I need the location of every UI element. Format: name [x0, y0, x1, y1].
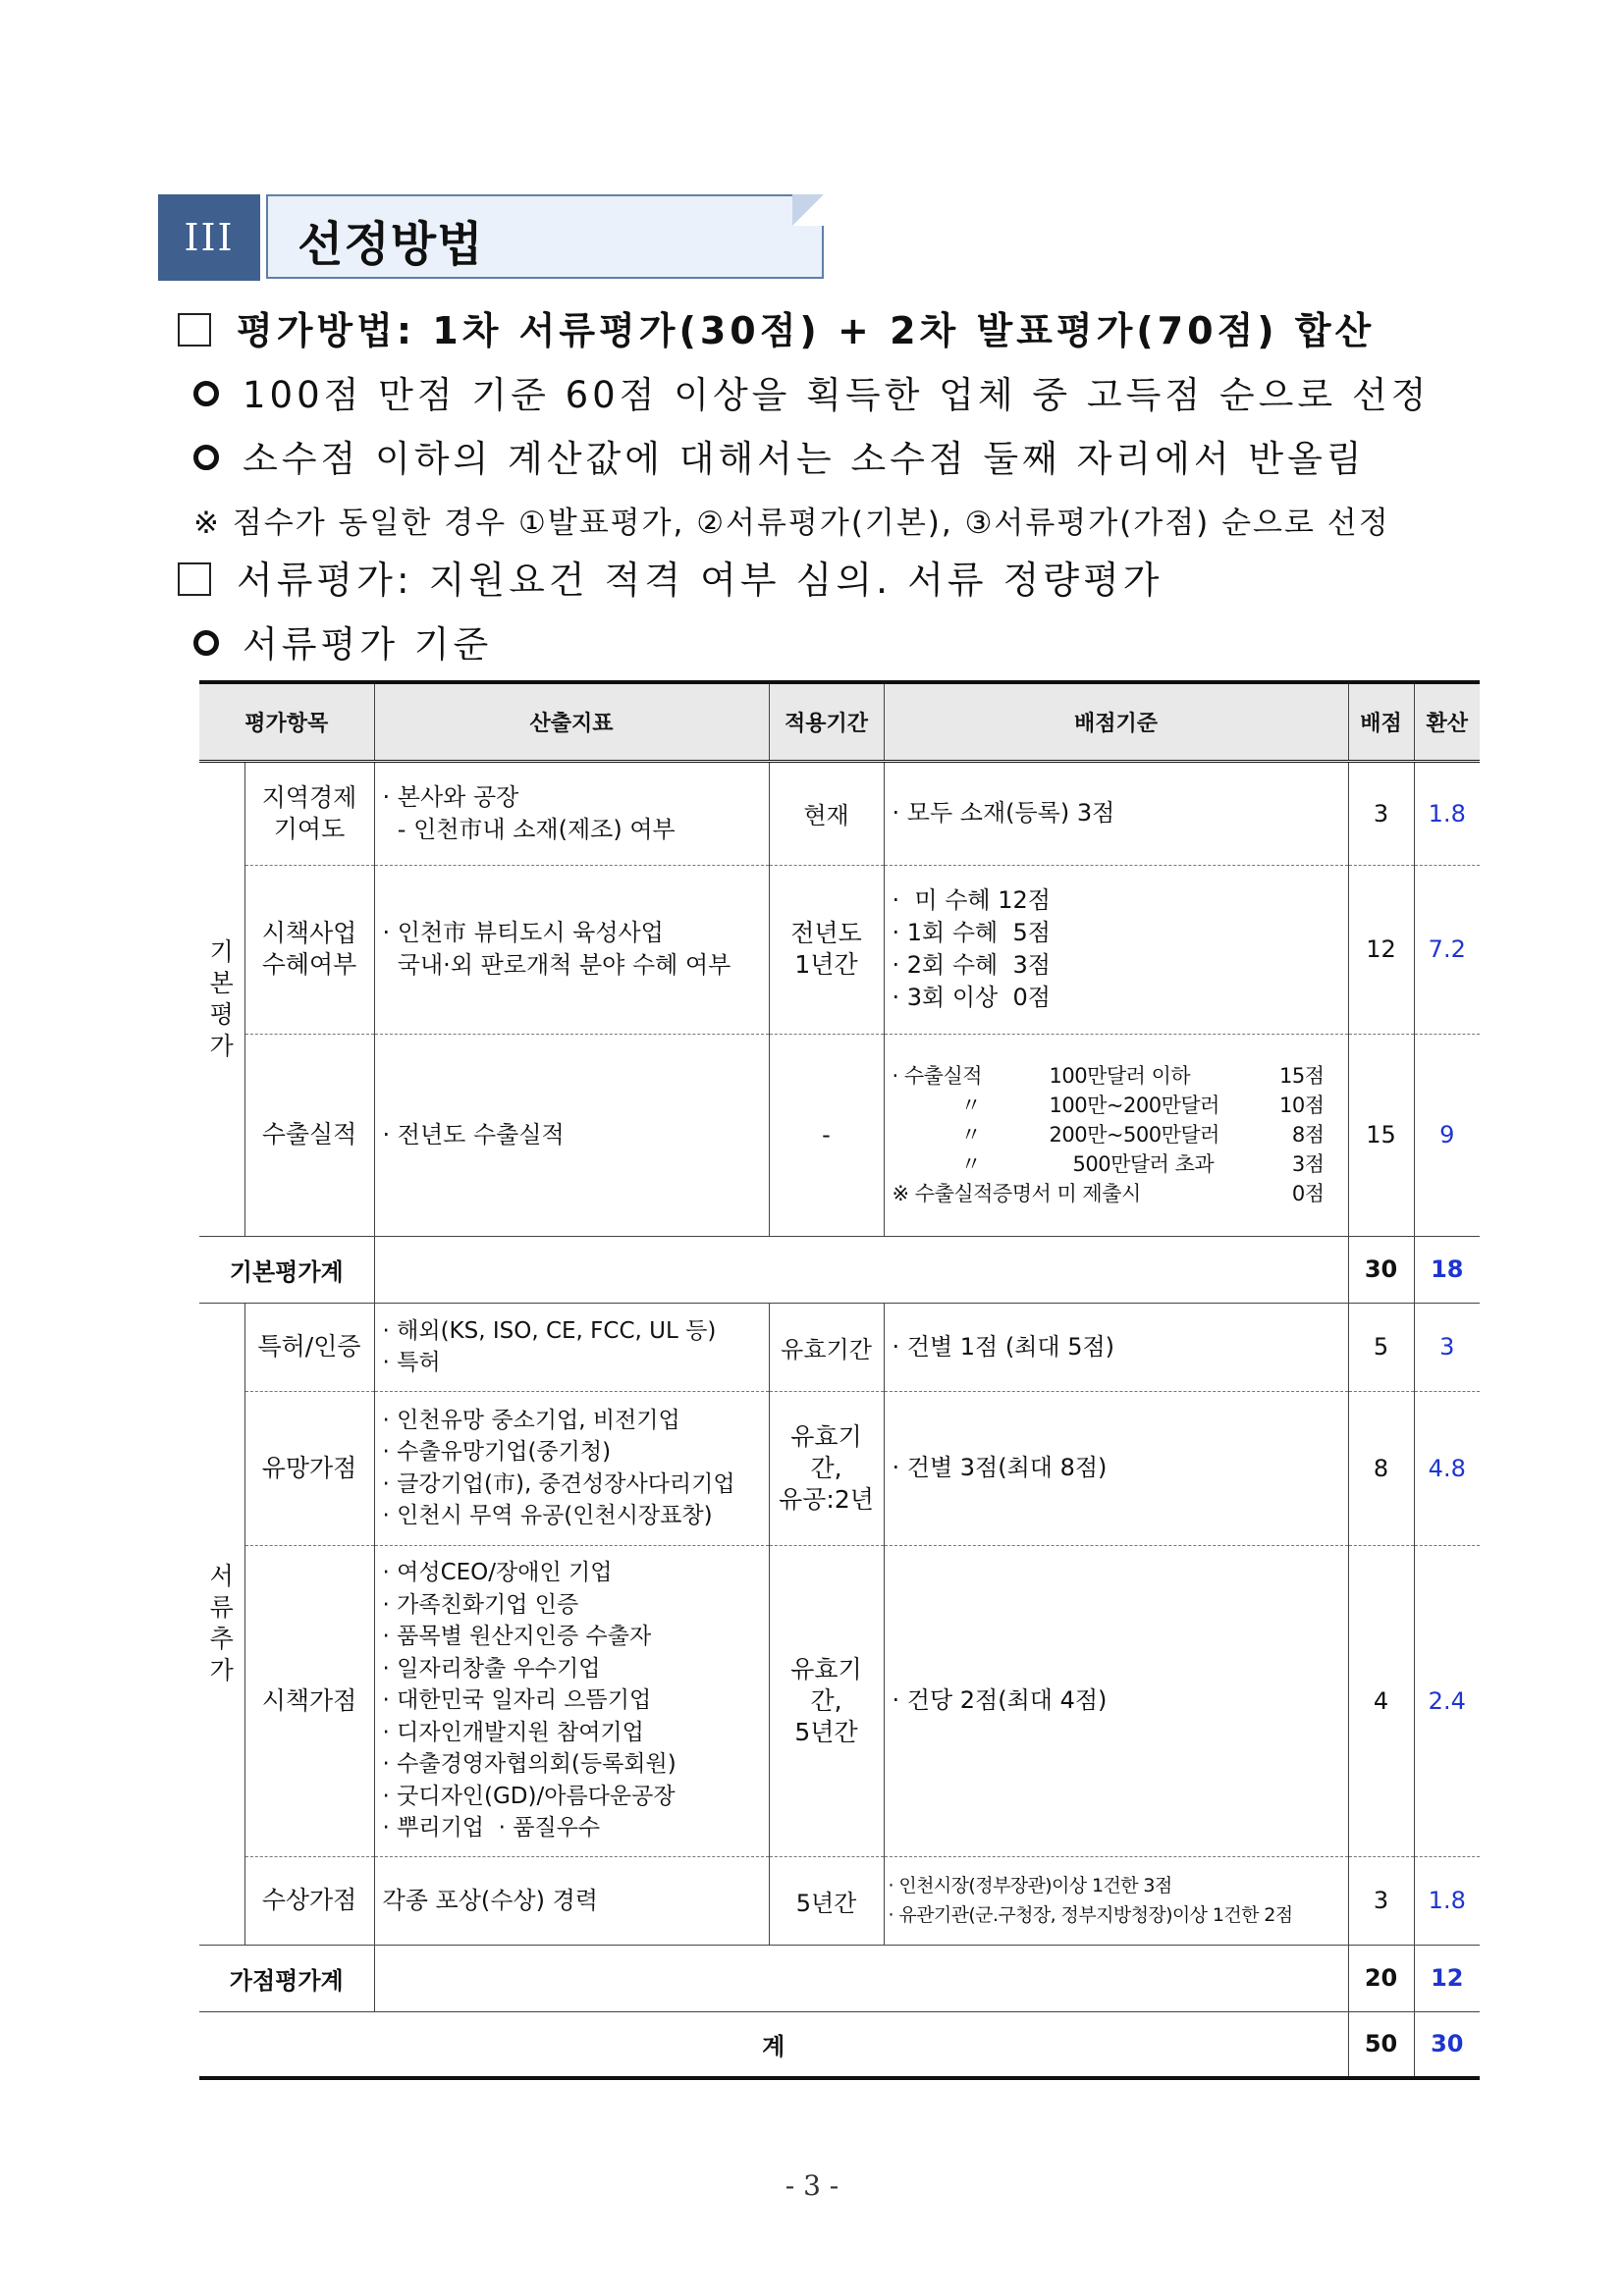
extra-sum-blank	[374, 1945, 1348, 2011]
indicator-line: · 여성CEO/장애인 기업	[382, 1560, 613, 1586]
export-points: 10점	[1279, 1094, 1325, 1117]
extra-sum-converted: 12	[1414, 1945, 1480, 2011]
doc-eval-line	[178, 550, 1164, 604]
indicator-line: · 본사와 공장	[382, 782, 519, 811]
row-indicator	[374, 1545, 769, 1856]
row-points: 4	[1348, 1545, 1414, 1856]
criteria-line: · 미 수혜 12점	[892, 886, 1051, 914]
header-period: 적용기간	[769, 682, 884, 761]
indicator-line: · 인천유망 중소기업, 비전기업	[382, 1407, 680, 1433]
header-criteria: 배점기준	[884, 682, 1348, 761]
export-line	[893, 1179, 1340, 1208]
total-converted: 30	[1414, 2011, 1480, 2078]
table-row	[199, 865, 1480, 1034]
basic-sum-row	[199, 1236, 1480, 1303]
extra-sum-points: 20	[1348, 1945, 1414, 2011]
row-criteria: · 건당 2점(최대 4점)	[884, 1545, 1348, 1856]
table-row	[199, 1856, 1480, 1945]
basic-sum-blank	[374, 1236, 1348, 1303]
row-indicator	[374, 761, 769, 865]
indicator-line: · 굿디자인(GD)/아름다운공장	[382, 1783, 676, 1809]
row-indicator: 각종 포상(수상) 경력	[374, 1856, 769, 1945]
export-range: 100만달러 이하	[1049, 1064, 1191, 1088]
export-note: ※ 수출실적증명서 미 제출시	[892, 1182, 1141, 1205]
row-item: 특허/인증	[244, 1303, 374, 1391]
export-points: 8점	[1291, 1123, 1325, 1147]
row-item: 시책사업 수혜여부	[244, 865, 374, 1034]
row-converted: 2.4	[1414, 1545, 1480, 1856]
section-number: III	[158, 194, 260, 281]
doc-criteria-text: 서류평가 기준	[243, 623, 493, 666]
row-period: 유효기간	[769, 1303, 884, 1391]
criteria-line: · 1회 수혜 5점	[892, 919, 1051, 946]
indicator-line: · 글강기업(市), 중견성장사다리기업	[382, 1470, 735, 1497]
table-row	[199, 1545, 1480, 1856]
row-criteria	[884, 1856, 1348, 1945]
row-points: 15	[1348, 1034, 1414, 1236]
indicator-line: - 인천市내 소재(제조) 여부	[382, 815, 676, 843]
circle-bullet-icon	[193, 445, 219, 470]
indicator-line: · 일자리창출 우수기업	[382, 1655, 601, 1682]
square-bullet-icon	[178, 313, 211, 347]
export-range: 200만~500만달러	[1049, 1123, 1219, 1147]
eval-method-text: 평가방법: 1차 서류평가(30점) + 2차 발표평가(70점) 합산	[237, 309, 1376, 352]
header-points: 배점	[1348, 682, 1414, 761]
export-range: 100만~200만달러	[1049, 1094, 1219, 1117]
total-points: 50	[1348, 2011, 1414, 2078]
indicator-line: · 가족친화기업 인증	[382, 1591, 579, 1618]
row-points: 3	[1348, 1856, 1414, 1945]
row-criteria: · 모두 소재(등록) 3점	[884, 761, 1348, 865]
bullet-line-2	[193, 429, 1366, 482]
row-item: 시책가점	[244, 1545, 374, 1856]
export-range: 500만달러 초과	[1072, 1152, 1215, 1176]
row-indicator	[374, 1303, 769, 1391]
row-period: 5년간	[769, 1856, 884, 1945]
group-label-basic: 기 본 평 가	[199, 761, 244, 1236]
row-converted: 1.8	[1414, 761, 1480, 865]
row-indicator	[374, 865, 769, 1034]
row-period: 유효기간, 유공:2년	[769, 1391, 884, 1545]
row-criteria: · 건별 3점(최대 8점)	[884, 1391, 1348, 1545]
indicator-line: · 대한민국 일자리 으뜸기업	[382, 1687, 652, 1714]
header-item: 평가항목	[199, 682, 374, 761]
row-indicator	[374, 1391, 769, 1545]
row-period: 전년도 1년간	[769, 865, 884, 1034]
group-label-extra: 서 류 추 가	[199, 1303, 244, 1945]
table-row	[199, 761, 1480, 865]
table-row	[199, 1303, 1480, 1391]
indicator-line: · 해외(KS, ISO, CE, FCC, UL 등)	[382, 1317, 717, 1344]
bullet-line-1	[193, 365, 1430, 418]
export-line	[893, 1149, 1340, 1179]
total-row	[199, 2011, 1480, 2078]
row-points: 3	[1348, 761, 1414, 865]
extra-sum-row	[199, 1945, 1480, 2011]
square-bullet-icon	[178, 562, 211, 596]
row-item: 유망가점	[244, 1391, 374, 1545]
indicator-line: · 수출경영자협의회(등록회원)	[382, 1751, 677, 1778]
section-title-box	[266, 194, 824, 279]
export-line	[893, 1091, 1340, 1120]
criteria-line: · 2회 수혜 3점	[892, 951, 1051, 979]
header-indicator: 산출지표	[374, 682, 769, 761]
basic-sum-label: 기본평가계	[199, 1236, 374, 1303]
basic-sum-converted: 18	[1414, 1236, 1480, 1303]
evaluation-table	[199, 680, 1480, 2080]
row-item: 수상가점	[244, 1856, 374, 1945]
total-label: 계	[199, 2011, 1348, 2078]
row-points: 12	[1348, 865, 1414, 1034]
row-converted: 7.2	[1414, 865, 1480, 1034]
export-label: · 수출실적	[892, 1064, 983, 1088]
row-points: 8	[1348, 1391, 1414, 1545]
export-line	[893, 1061, 1340, 1091]
indicator-line: · 인천市 뷰티도시 육성사업	[382, 919, 664, 946]
export-label: 〃	[960, 1094, 982, 1117]
eval-method-line	[178, 300, 1375, 354]
export-points: 3점	[1291, 1152, 1325, 1176]
row-item: 지역경제 기여도	[244, 761, 374, 865]
bullet-2-text: 소수점 이하의 계산값에 대해서는 소수점 둘째 자리에서 반올림	[243, 438, 1366, 480]
table-header-row	[199, 682, 1480, 761]
criteria-line: · 인천시장(정부장관)이상 1건한 3점	[888, 1875, 1172, 1896]
row-period: 현재	[769, 761, 884, 865]
row-points: 5	[1348, 1303, 1414, 1391]
table-row	[199, 1391, 1480, 1545]
row-period: -	[769, 1034, 884, 1236]
row-converted: 3	[1414, 1303, 1480, 1391]
doc-eval-text: 서류평가: 지원요건 적격 여부 심의. 서류 정량평가	[237, 559, 1164, 602]
page-fold-corner	[792, 194, 824, 226]
row-criteria	[884, 1034, 1348, 1236]
indicator-line: · 수출유망기업(중기청)	[382, 1439, 612, 1465]
row-converted: 1.8	[1414, 1856, 1480, 1945]
table-row	[199, 1034, 1480, 1236]
indicator-line: · 뿌리기업 · 품질우수	[382, 1815, 601, 1842]
basic-sum-points: 30	[1348, 1236, 1414, 1303]
export-points: 15점	[1279, 1064, 1325, 1088]
row-item: 수출실적	[244, 1034, 374, 1236]
indicator-line: 국내·외 판로개척 분야 수혜 여부	[382, 951, 731, 979]
indicator-line: · 품목별 원산지인증 수출자	[382, 1624, 652, 1650]
row-indicator: · 전년도 수출실적	[374, 1034, 769, 1236]
export-line	[893, 1120, 1340, 1149]
export-label: 〃	[960, 1123, 982, 1147]
circle-bullet-icon	[193, 381, 219, 406]
bullet-1-text: 100점 만점 기준 60점 이상을 획득한 업체 중 고득점 순으로 선정	[243, 374, 1431, 416]
circle-bullet-icon	[193, 630, 219, 656]
page-number: - 3 -	[785, 2169, 839, 2202]
row-criteria: · 건별 1점 (최대 5점)	[884, 1303, 1348, 1391]
row-period: 유효기간, 5년간	[769, 1545, 884, 1856]
criteria-line: · 3회 이상 0점	[892, 984, 1051, 1011]
tie-break-note: ※ 점수가 동일한 경우 ①발표평가, ②서류평가(기본), ③서류평가(가점) 순으로 선정	[193, 506, 1390, 541]
doc-criteria-line	[193, 614, 492, 667]
section-title: 선정방법	[298, 217, 484, 272]
extra-sum-label: 가점평가계	[199, 1945, 374, 2011]
header-converted: 환산	[1414, 682, 1480, 761]
indicator-line: · 인천시 무역 유공(인천시장표창)	[382, 1503, 713, 1528]
export-note-points: 0점	[1291, 1182, 1325, 1205]
indicator-line: · 디자인개발지원 참여기업	[382, 1719, 644, 1745]
indicator-line: · 특허	[382, 1350, 441, 1375]
row-criteria	[884, 865, 1348, 1034]
row-converted: 4.8	[1414, 1391, 1480, 1545]
criteria-line: · 유관기관(군.구청장, 정부지방청장)이상 1건한 2점	[888, 1904, 1293, 1926]
export-label: 〃	[960, 1152, 982, 1176]
row-converted: 9	[1414, 1034, 1480, 1236]
